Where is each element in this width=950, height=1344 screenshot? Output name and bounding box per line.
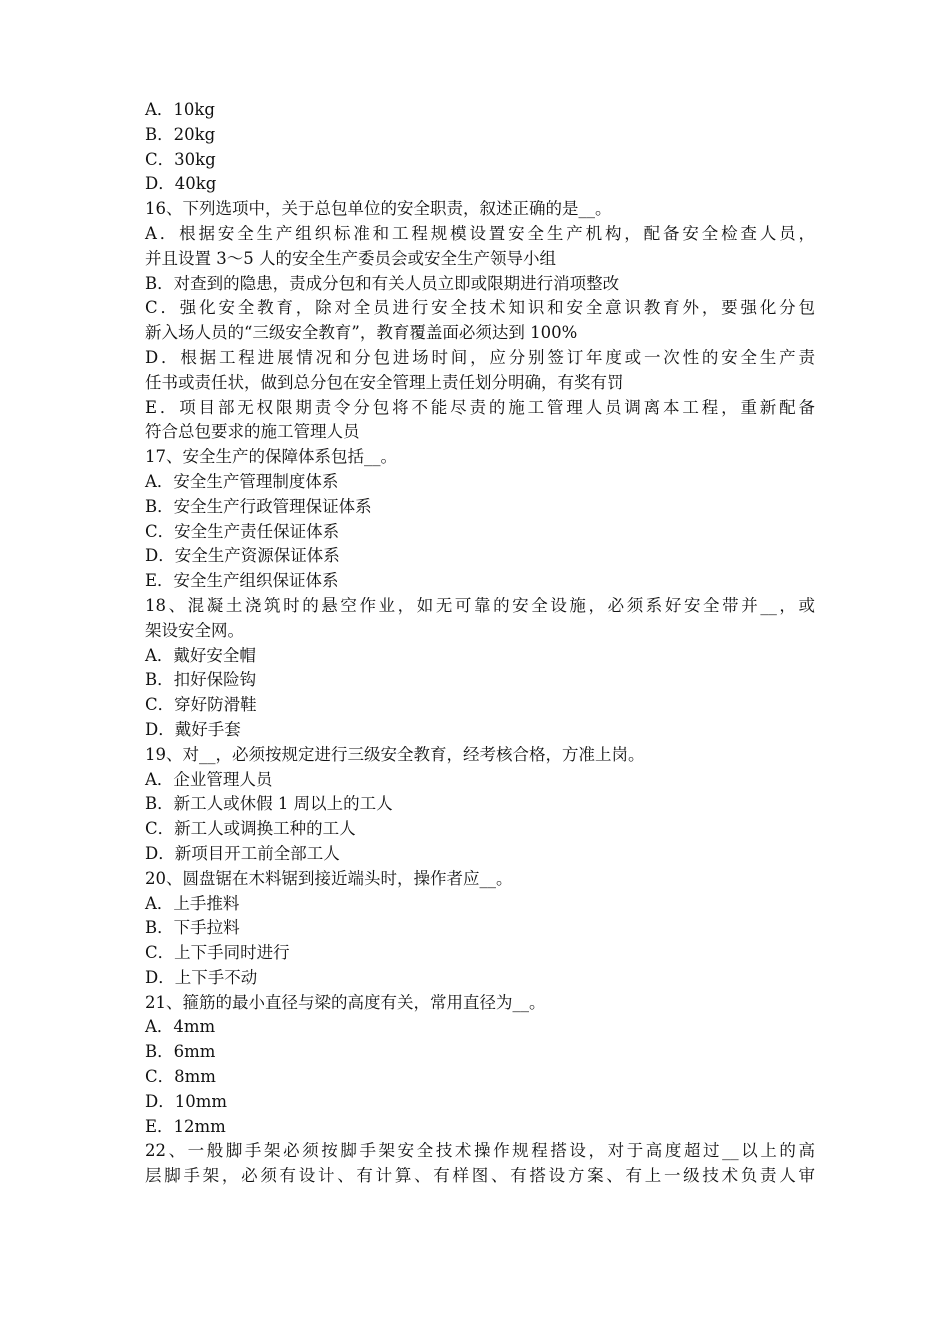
option-line: C．穿好防滑鞋 [145,695,257,715]
question-continuation: 架设安全网。 [145,620,244,640]
option-line: B．对查到的隐患，责成分包和有关人员立即或限期进行消项整改 [145,273,620,293]
question-19: 19、对__，必须按规定进行三级安全教育，经考核合格，方准上岗。 [145,744,645,764]
option-line: C．安全生产责任保证体系 [145,521,340,541]
option-line: A．10kg [145,100,215,119]
question-20: 20、圆盘锯在木料锯到接近端头时，操作者应__。 [145,868,513,888]
option-line: D．10mm [145,1091,228,1111]
option-line: D．根据工程进展情况和分包进场时间，应分别签订年度或一次性的安全生产责 [145,347,815,367]
option-continuation: 任书或责任状，做到总分包在安全管理上责任划分明确，有奖有罚 [145,372,624,392]
question-continuation: 层脚手架，必须有设计、有计算、有样图、有搭设方案、有上一级技术负责人审 [145,1166,815,1186]
option-line: E．12mm [145,1116,226,1136]
option-line: C．30kg [145,149,216,169]
question-18: 18、混凝土浇筑时的悬空作业，如无可靠的安全设施，必须系好安全带并__，或 [145,595,815,615]
question-17: 17、安全生产的保障体系包括__。 [145,447,397,467]
option-continuation: 符合总包要求的施工管理人员 [145,422,360,442]
option-line: C．新工人或调换工种的工人 [145,819,356,839]
option-line: B．扣好保险钩 [145,670,257,690]
option-line: A．根据安全生产组织标准和工程规模设置安全生产机构，配备安全检查人员， [145,223,815,243]
option-line: C．强化安全教育，除对全员进行安全技术知识和安全意识教育外，要强化分包 [145,298,815,318]
option-line: A．4mm [145,1017,216,1037]
option-line: D．安全生产资源保证体系 [145,546,340,566]
document-page [145,98,815,1189]
option-line: A．上手推料 [145,893,240,913]
option-line: B．下手拉料 [145,918,240,938]
option-line: A．戴好安全帽 [145,645,256,665]
option-line: C．上下手同时进行 [145,943,290,963]
option-line: B．安全生产行政管理保证体系 [145,496,372,516]
option-line: B．6mm [145,1042,216,1062]
option-line: D．40kg [145,174,217,194]
option-line: D．戴好手套 [145,719,241,739]
option-line: E．安全生产组织保证体系 [145,571,339,591]
question-22: 22、一般脚手架必须按脚手架安全技术操作规程搭设，对于高度超过__以上的高 [145,1141,815,1161]
option-line: E．项目部无权限期责令分包将不能尽责的施工管理人员调离本工程，重新配备 [145,397,815,417]
option-line: A．企业管理人员 [145,769,273,789]
option-line: C．8mm [145,1067,216,1087]
question-21: 21、箍筋的最小直径与梁的高度有关，常用直径为__。 [145,992,546,1012]
option-line: B．新工人或休假 1 周以上的工人 [145,794,393,814]
option-line: D．新项目开工前全部工人 [145,843,340,863]
option-continuation: 并且设置 3～5 人的安全生产委员会或安全生产领导小组 [145,248,556,268]
option-line: A．安全生产管理制度体系 [145,471,339,491]
option-line: B．20kg [145,124,216,144]
question-16: 16、下列选项中，关于总包单位的安全职责，叙述正确的是__。 [145,199,612,219]
option-line: D．上下手不动 [145,967,258,987]
option-continuation: 新入场人员的“三级安全教育”，教育覆盖面必须达到 100% [145,323,578,343]
